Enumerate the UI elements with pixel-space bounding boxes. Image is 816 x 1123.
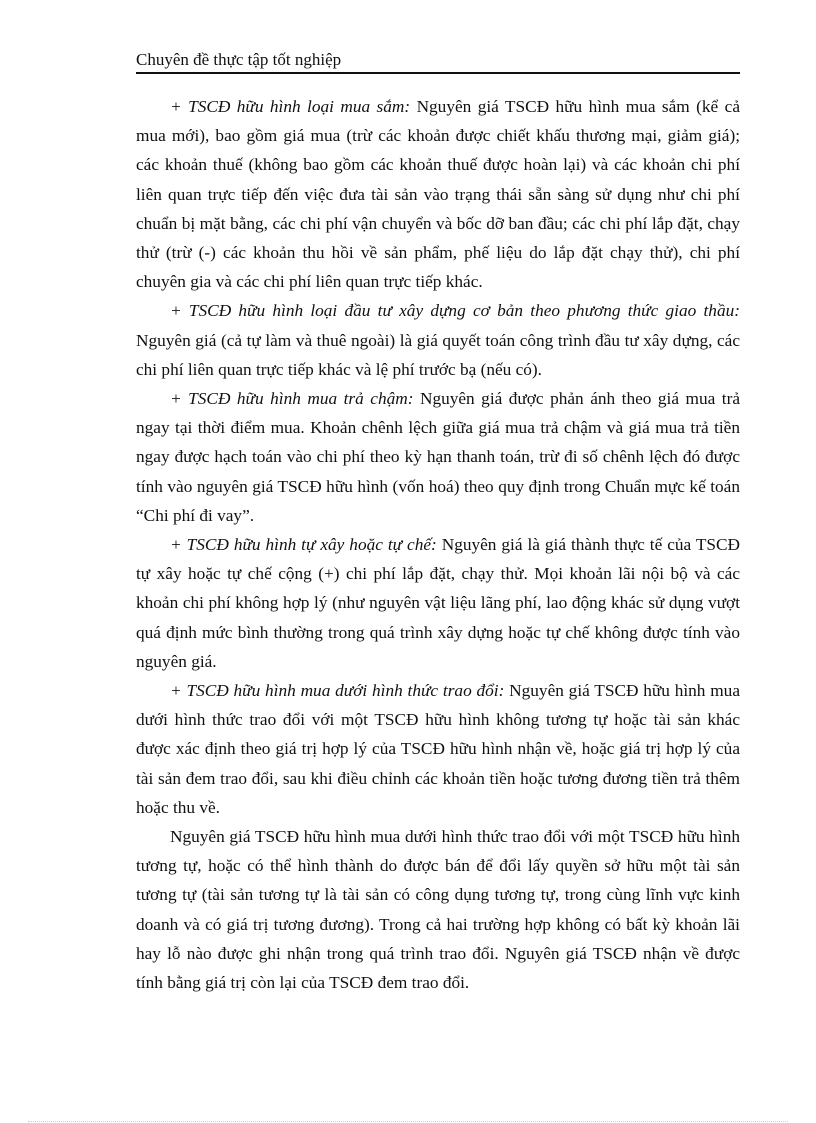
paragraph-lead: + TSCĐ hữu hình mua dưới hình thức trao đổi: [170,681,505,701]
paragraph-deferred-payment-assets [136,384,740,530]
paragraph-lead: + TSCĐ hữu hình loại đầu tư xây dựng cơ bản theo phương thức giao thầu: [170,301,740,321]
paragraph-text: Nguyên giá được phản ánh theo giá mua trả ngay tại thời điểm mua. Khoản chênh lệch giữa giá mua trả chậm và giá mua trả tiền ngay được hạch toán vào chi phí theo kỳ hạn thanh toán, trừ đi số chênh lệch đó được tính vào nguyên giá TSCĐ hữu hình (vốn hoá) theo quy định trong Chuẩn mực kế toán “Chi phí đi vay”. [136,389,740,525]
paragraph-text: Nguyên giá TSCĐ hữu hình mua sắm (kể cả mua mới), bao gồm giá mua (trừ các khoản được chiết khấu thương mại, giảm giá); các khoản thuế (không bao gồm các khoản thuế được hoàn lại) và các khoản chi phí liên quan trực tiếp đến việc đưa tài sản vào trạng thái sẵn sàng sử dụng như chi phí chuẩn bị mặt bằng, các chi phí vận chuyển và bốc dỡ ban đầu; các chi phí lắp đặt, chạy thử (trừ (-) các khoản thu hồi về sản phẩm, phế liệu do lắp đặt chạy thử), chi phí chuyên gia và các chi phí liên quan trực tiếp khác. [136,97,740,292]
page-header [136,48,740,74]
paragraph-text: Nguyên giá (cả tự làm và thuê ngoài) là giá quyết toán công trình đầu tư xây dựng, các chi phí liên quan trực tiếp khác và lệ phí trước bạ (nếu có). [136,330,740,379]
page-header-title: Chuyên đề thực tập tốt nghiệp [136,50,342,69]
page-bottom-divider [28,1121,788,1122]
paragraph-text: Nguyên giá TSCĐ hữu hình mua dưới hình thức trao đổi với một TSCĐ hữu hình tương tự, hoặc có thể hình thành do được bán để đổi lấy quyền sở hữu một tài sản tương tự (tài sản tương tự là tài sản có công dụng tương tự, trong cùng lĩnh vực kinh doanh và có giá trị tương đương). Trong cả hai trường hợp không có bất kỳ khoản lãi hay lỗ nào được ghi nhận trong quá trình trao đổi. Nguyên giá TSCĐ nhận về được tính bằng giá trị còn lại của TSCĐ đem trao đổi. [136,827,740,993]
paragraph-text: Nguyên giá TSCĐ hữu hình mua dưới hình thức trao đổi với một TSCĐ hữu hình không tương tự hoặc tài sản khác được xác định theo giá trị hợp lý của TSCĐ hữu hình nhận về, hoặc giá trị hợp lý của tài sản đem trao đổi, sau khi điều chỉnh các khoản tiền hoặc tương đương tiền trả thêm hoặc thu về. [136,681,740,817]
paragraph-purchased-assets [136,92,740,296]
paragraph-lead: + TSCĐ hữu hình mua trả chậm: [170,389,414,409]
paragraph-lead: + TSCĐ hữu hình tự xây hoặc tự chế: [170,535,437,555]
paragraph-self-built-assets [136,530,740,676]
paragraph-text: Nguyên giá là giá thành thực tế của TSCĐ tự xây hoặc tự chế cộng (+) chi phí lắp đặt, chạy thử. Mọi khoản lãi nội bộ và các khoản chi phí không hợp lý (như nguyên vật liệu lãng phí, lao động khác sử dụng vượt quá định mức bình thường trong quá trình xây dựng hoặc tự chế không được tính vào nguyên giá. [136,535,740,671]
paragraph-exchange-assets [136,676,740,822]
paragraph-construction-assets [136,296,740,384]
paragraph-similar-exchange [136,822,740,997]
document-body [136,92,740,997]
paragraph-lead: + TSCĐ hữu hình loại mua sắm: [170,97,411,116]
